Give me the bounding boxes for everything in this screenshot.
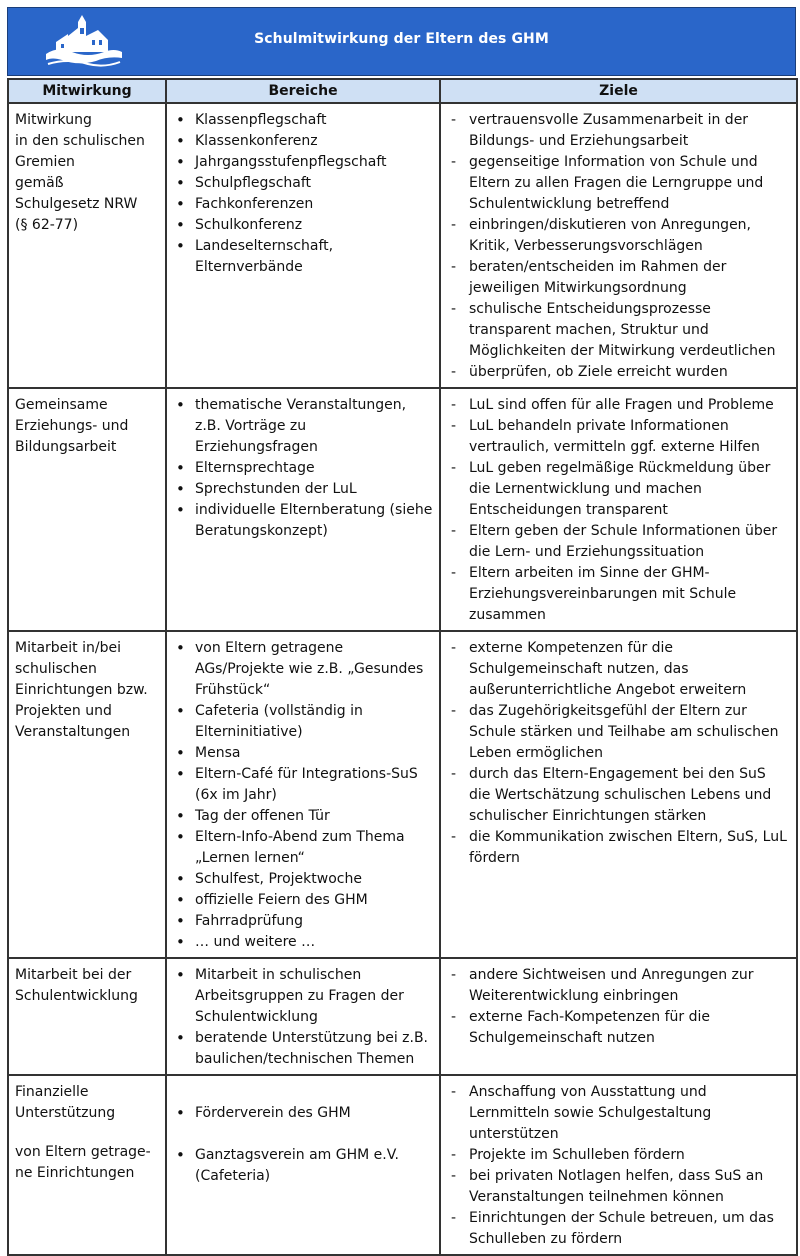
bereich-item: • … und weitere … (173, 932, 433, 953)
mitwirkung-table (7, 78, 798, 1256)
bereiche-cell (166, 388, 440, 631)
table-row (8, 1075, 797, 1255)
mitwirkung-line: (§ 62-77) (15, 217, 79, 233)
mitwirkung-line: Bildungsarbeit (15, 439, 117, 455)
bereich-item: • Fachkonferenzen (173, 194, 433, 215)
bereich-item: • beratende Unterstützung bei z.B. baulichen/technischen Themen (173, 1028, 433, 1070)
bereiche-cell (166, 631, 440, 958)
bereich-item: • Eltern-Info-Abend zum Thema „Lernen lernen“ (173, 827, 433, 869)
bereich-item: • individuelle Elternberatung (siehe Beratungskonzept) (173, 500, 433, 542)
mitwirkung-line: in den schulischen (15, 133, 145, 149)
ziel-item: - LuL geben regelmäßige Rückmeldung über die Lernentwicklung und machen Entscheidungen transparent (447, 458, 790, 521)
ziel-item: - LuL sind offen für alle Fragen und Probleme (447, 395, 790, 416)
ziel-item: - bei privaten Notlagen helfen, dass SuS an Veranstaltungen teilnehmen können (447, 1166, 790, 1208)
mitwirkung-line: Mitarbeit bei der (15, 967, 132, 983)
mitwirkung-line: Projekten und (15, 703, 112, 719)
mitwirkung-line: Schulentwicklung (15, 988, 138, 1004)
ziel-item: - gegenseitige Information von Schule und Eltern zu allen Fragen die Lerngruppe und Schulentwicklung betreffend (447, 152, 790, 215)
mitwirkung-cell (8, 1075, 166, 1255)
table-row (8, 631, 797, 958)
header-banner (7, 7, 796, 76)
page-title: Schulmitwirkung der Eltern des GHM (254, 31, 549, 47)
bereich-item: • Jahrgangsstufenpflegschaft (173, 152, 433, 173)
table-row (8, 958, 797, 1075)
mitwirkung-cell (8, 631, 166, 958)
ziele-cell (440, 1075, 797, 1255)
mitwirkung-line: von Eltern getrage- (15, 1144, 151, 1160)
ziel-item: - die Kommunikation zwischen Eltern, SuS, LuL fördern (447, 827, 790, 869)
mitwirkung-line: schulischen (15, 661, 97, 677)
ziel-item: - Eltern arbeiten im Sinne der GHM-Erziehungsvereinbarungen mit Schule zusammen (447, 563, 790, 626)
bereich-item: • Schulpflegschaft (173, 173, 433, 194)
mitwirkung-line: Gemeinsame (15, 397, 108, 413)
bereich-item: • Mitarbeit in schulischen Arbeitsgruppen zu Fragen der Schulentwicklung (173, 965, 433, 1028)
ziel-item: - durch das Eltern-Engagement bei den SuS die Wertschätzung schulischen Lebens und schulischer Einrichtungen stärken (447, 764, 790, 827)
mitwirkung-line: Schulgesetz NRW (15, 196, 138, 212)
mitwirkung-line: gemäß (15, 175, 64, 191)
ziel-item: - Projekte im Schulleben fördern (447, 1145, 790, 1166)
bereiche-cell (166, 103, 440, 388)
mitwirkung-line: Finanzielle (15, 1084, 89, 1100)
bereich-item: • Fahrradprüfung (173, 911, 433, 932)
bereich-item: • von Eltern getragene AGs/Projekte wie z.B. „Gesundes Frühstück“ (173, 638, 433, 701)
mitwirkung-line: ne Einrichtungen (15, 1165, 135, 1181)
bereich-item: • Elternsprechtage (173, 458, 433, 479)
bereich-item: • Förderverein des GHM (173, 1103, 433, 1124)
ziele-cell (440, 958, 797, 1075)
column-header-ziele: Ziele (440, 79, 797, 103)
ziel-item: - andere Sichtweisen und Anregungen zur Weiterentwicklung einbringen (447, 965, 790, 1007)
ziele-cell (440, 388, 797, 631)
bereich-item: • Ganztagsverein am GHM e.V. (Cafeteria) (173, 1145, 433, 1187)
spacer (15, 1124, 159, 1142)
document (7, 7, 796, 1256)
mitwirkung-line: Mitwirkung (15, 112, 92, 128)
ziel-item: - das Zugehörigkeitsgefühl der Eltern zur Schule stärken und Teilhabe am schulischen Leben ermöglichen (447, 701, 790, 764)
mitwirkung-cell (8, 103, 166, 388)
mitwirkung-line: Erziehungs- und (15, 418, 129, 434)
ziel-item: - beraten/entscheiden im Rahmen der jeweiligen Mitwirkungsordnung (447, 257, 790, 299)
ziel-item: - überprüfen, ob Ziele erreicht wurden (447, 362, 790, 383)
bereich-item: • Schulfest, Projektwoche (173, 869, 433, 890)
table-row (8, 388, 797, 631)
bereiche-cell (166, 1075, 440, 1255)
ziel-item: - vertrauensvolle Zusammenarbeit in der Bildungs- und Erziehungsarbeit (447, 110, 790, 152)
mitwirkung-line: Veranstaltungen (15, 724, 131, 740)
ziele-cell (440, 103, 797, 388)
bereich-item: • offizielle Feiern des GHM (173, 890, 433, 911)
bereich-item: • Mensa (173, 743, 433, 764)
mitwirkung-line: Einrichtungen bzw. (15, 682, 148, 698)
mitwirkung-line: Gremien (15, 154, 75, 170)
bereich-item: • thematische Veranstaltungen, z.B. Vorträge zu Erziehungsfragen (173, 395, 433, 458)
ziel-item: - Eltern geben der Schule Informationen über die Lern- und Erziehungssituation (447, 521, 790, 563)
ziel-item: - externe Fach-Kompetenzen für die Schulgemeinschaft nutzen (447, 1007, 790, 1049)
column-header-bereiche: Bereiche (166, 79, 440, 103)
bereich-item: • Eltern-Café für Integrations-SuS (6x im Jahr) (173, 764, 433, 806)
column-header-mitwirkung: Mitwirkung (8, 79, 166, 103)
mitwirkung-line: Unterstützung (15, 1105, 116, 1121)
table-header-row (8, 79, 797, 103)
mitwirkung-line: Mitarbeit in/bei (15, 640, 121, 656)
ziel-item: - externe Kompetenzen für die Schulgemeinschaft nutzen, das außerunterrichtliche Angebot erweitern (447, 638, 790, 701)
ziel-item: - Einrichtungen der Schule betreuen, um das Schulleben zu fördern (447, 1208, 790, 1250)
ziel-item: - Anschaffung von Ausstattung und Lernmitteln sowie Schulgestaltung unterstützen (447, 1082, 790, 1145)
ziel-item: - einbringen/diskutieren von Anregungen, Kritik, Verbesserungsvorschlägen (447, 215, 790, 257)
ziele-cell (440, 631, 797, 958)
bereich-item: • Schulkonferenz (173, 215, 433, 236)
mitwirkung-cell (8, 958, 166, 1075)
bereiche-cell (166, 958, 440, 1075)
bereich-item: • Klassenpflegschaft (173, 110, 433, 131)
mitwirkung-cell (8, 388, 166, 631)
bereich-item: • Sprechstunden der LuL (173, 479, 433, 500)
table-row (8, 103, 797, 388)
bereich-item: • Cafeteria (vollständig in Elterninitiative) (173, 701, 433, 743)
ziel-item: - schulische Entscheidungsprozesse transparent machen, Struktur und Möglichkeiten der Mitwirkung verdeutlichen (447, 299, 790, 362)
bereich-item: • Tag der offenen Tür (173, 806, 433, 827)
bereich-item: • Klassenkonferenz (173, 131, 433, 152)
bereich-item: • Landeselternschaft, Elternverbände (173, 236, 433, 278)
ziel-item: - LuL behandeln private Informationen vertraulich, vermitteln ggf. externe Hilfen (447, 416, 790, 458)
